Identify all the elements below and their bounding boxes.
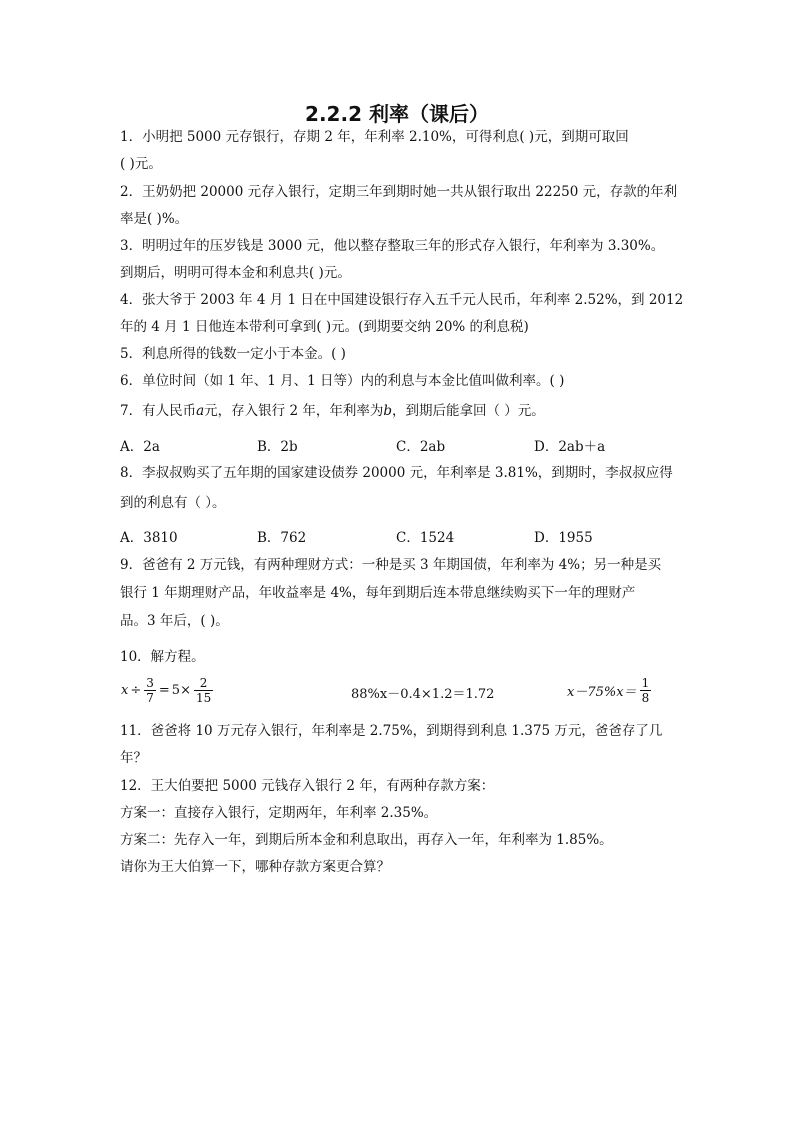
eq1-div: ÷ xyxy=(130,683,142,698)
eq2-text: 88%x－0.4×1.2＝1.72 xyxy=(351,687,495,702)
eq1-five: 5× xyxy=(171,683,191,698)
eq1-x: x xyxy=(121,683,129,698)
q7-line xyxy=(120,402,545,420)
equation-3 xyxy=(566,676,653,705)
q8-option-b: B．762 xyxy=(257,530,307,546)
q3-line1: 3．明明过年的压岁钱是 3000 元，他以整存整取三年的形式存入银行，年利率为 3.30%。 xyxy=(120,238,665,254)
eq1-den-b: 15 xyxy=(195,691,212,705)
equation-1 xyxy=(120,676,215,705)
eq3-num: 1 xyxy=(641,676,650,690)
q9-line2: 银行 1 年期理财产品，年收益率是 4%，每年到期后连本带息继续购买下一年的理财产 xyxy=(120,585,636,601)
q5-line: 5．利息所得的钱数一定小于本金。( ) xyxy=(120,346,346,362)
q8-option-c: C．1524 xyxy=(396,530,455,546)
q7-option-d: D．2ab＋a xyxy=(534,439,606,455)
q8-line1: 8．李叔叔购买了五年期的国家建设债券 20000 元，年利率是 3.81%，到期时，李叔叔应得 xyxy=(120,465,673,481)
q4-line1: 4．张大爷于 2003 年 4 月 1 日在中国建设银行存入五千元人民币，年利率 2.52%，到 2012 xyxy=(120,292,684,308)
eq1-fraction-b xyxy=(193,676,214,705)
q12-line1: 12．王大伯要把 5000 元钱存入银行 2 年，有两种存款方案： xyxy=(120,778,495,794)
eq1-num-a: 3 xyxy=(146,676,154,690)
q11-line2: 年？ xyxy=(120,750,147,766)
q1-line1: 1．小明把 5000 元存银行，存期 2 年，年利率 2.10%，可得利息( )元，到期可取回 xyxy=(120,129,629,145)
q7-option-c: C．2ab xyxy=(396,439,446,455)
eq1-den-a: 7 xyxy=(146,691,154,705)
eq3-den: 8 xyxy=(641,691,650,705)
q7-var-a: a xyxy=(196,403,205,419)
q2-line1: 2．王奶奶把 20000 元存入银行，定期三年到期时她一共从银行取出 22250 元，存款的年利 xyxy=(120,184,678,200)
eq1-num-b: 2 xyxy=(194,676,213,691)
q3-line2: 到期后，明明可得本金和利息共( )元。 xyxy=(120,265,351,281)
q7-mid: 元，存入银行 2 年，年利率为 xyxy=(204,403,384,419)
q7-post: ，到期后能拿回（ ）元。 xyxy=(391,403,545,419)
q12-plan1: 方案一：直接存入银行，定期两年，年利率 2.35%。 xyxy=(120,805,438,821)
q8-line2: 到的利息有（ ）。 xyxy=(120,495,226,511)
q12-plan2: 方案二：先存入一年，到期后所本金和利息取出，再存入一年，年利率为 1.85%。 xyxy=(120,832,613,848)
q8-option-a: A．3810 xyxy=(120,530,178,546)
q9-line1: 9．爸爸有 2 万元钱，有两种理财方式：一种是买 3 年期国债，年利率为 4%；另一种是买 xyxy=(120,557,662,573)
eq1-fraction-a xyxy=(143,676,157,705)
eq3-left: x－75%x＝ xyxy=(567,685,637,700)
q11-line1: 11．爸爸将 10 万元存入银行，年利率是 2.75%，到期得到利息 1.375 万元，爸爸存了几 xyxy=(120,723,663,739)
q8-option-d: D．1955 xyxy=(534,530,593,546)
q6-line: 6．单位时间（如 1 年、1 月、1 日等）内的利息与本金比值叫做利率。( ) xyxy=(120,373,565,389)
eq3-fraction xyxy=(639,676,653,705)
q7-option-b: B．2b xyxy=(257,439,298,455)
q7-pre: 7．有人民币 xyxy=(120,403,197,419)
q7-option-a: A．2a xyxy=(120,439,160,455)
q7-var-b: b xyxy=(383,403,392,419)
equation-2 xyxy=(350,683,495,702)
q2-line2: 率是( )%。 xyxy=(120,211,189,227)
page-title: 2.2.2 利率（课后） xyxy=(305,102,489,126)
eq1-equals: = xyxy=(158,683,170,698)
q10-heading: 10．解方程。 xyxy=(120,649,205,665)
q12-question: 请你为王大伯算一下，哪种存款方案更合算？ xyxy=(120,859,390,875)
q9-line3: 品。3 年后，( )。 xyxy=(120,613,229,629)
q1-line2: ( )元。 xyxy=(120,156,162,172)
q4-line2: 年的 4 月 1 日他连本带利可拿到( )元。(到期要交纳 20% 的利息税) xyxy=(120,319,529,335)
